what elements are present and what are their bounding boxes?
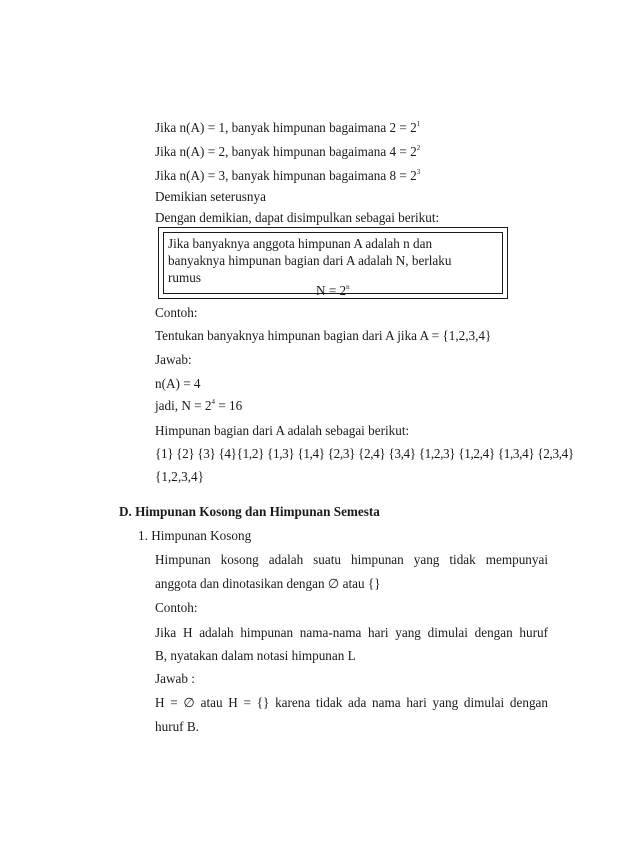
example-question: Tentukan banyaknya himpunan bagian dari A jika A = {1,2,3,4} (155, 328, 492, 343)
section-d-example-line-1: Jika H adalah himpunan nama-nama hari yang dimulai dengan huruf (155, 625, 548, 640)
intro-line-5: Dengan demikian, dapat disimpulkan sebagai berikut: (155, 210, 440, 225)
box-formula: $N = 2^n$ (316, 283, 350, 298)
example-na: n(A) = 4 (155, 376, 201, 391)
section-d-def-line-2: anggota dan dinotasikan dengan ∅ atau {} (155, 576, 381, 591)
example-jadi: jadi, $N = 2^4 = 16$ (155, 398, 243, 413)
intro-line-1: Jika n(A) = 1, banyak himpunan bagaimana $2 = 2^1$ (155, 120, 421, 135)
box-line-1: Jika banyaknya anggota himpunan A adalah n dan (168, 236, 433, 251)
example-jawab: Jawab: (155, 352, 192, 367)
section-d-heading: D. Himpunan Kosong dan Himpunan Semesta (119, 504, 380, 519)
example-subsets-intro: Himpunan bagian dari A adalah sebagai berikut: (155, 423, 410, 438)
box-line-2: banyaknya himpunan bagian dari A adalah N, berlaku (168, 253, 452, 268)
example-subsets-last: {1,2,3,4} (155, 469, 204, 484)
section-d-answer-line-2: huruf B. (155, 719, 199, 734)
section-d-def-line-1: Himpunan kosong adalah suatu himpunan yang tidak mempunyai (155, 552, 548, 567)
intro-line-2: Jika n(A) = 2, banyak himpunan bagaimana $4 = 2^2$ (155, 144, 421, 159)
example-subsets: {1} {2} {3} {4}{1,2} {1,3} {1,4} {2,3} {2,4} {3,4} {1,2,3} {1,2,4} {1,3,4} {2,3,4} (155, 446, 574, 461)
intro-line-4: Demikian seterusnya (155, 189, 266, 204)
section-d-jawab: Jawab : (155, 671, 195, 686)
section-d-answer-line-1: H = ∅ atau H = {} karena tidak ada nama hari yang dimulai dengan (155, 695, 548, 710)
section-d-example-line-2: B, nyatakan dalam notasi himpunan L (155, 648, 356, 663)
intro-line-3: Jika n(A) = 3, banyak himpunan bagaimana $8 = 2^3$ (155, 168, 421, 183)
box-line-3: rumus (168, 270, 201, 285)
section-d-contoh: Contoh: (155, 600, 198, 615)
example-contoh: Contoh: (155, 305, 198, 320)
section-d-item-1: 1. Himpunan Kosong (138, 528, 252, 543)
